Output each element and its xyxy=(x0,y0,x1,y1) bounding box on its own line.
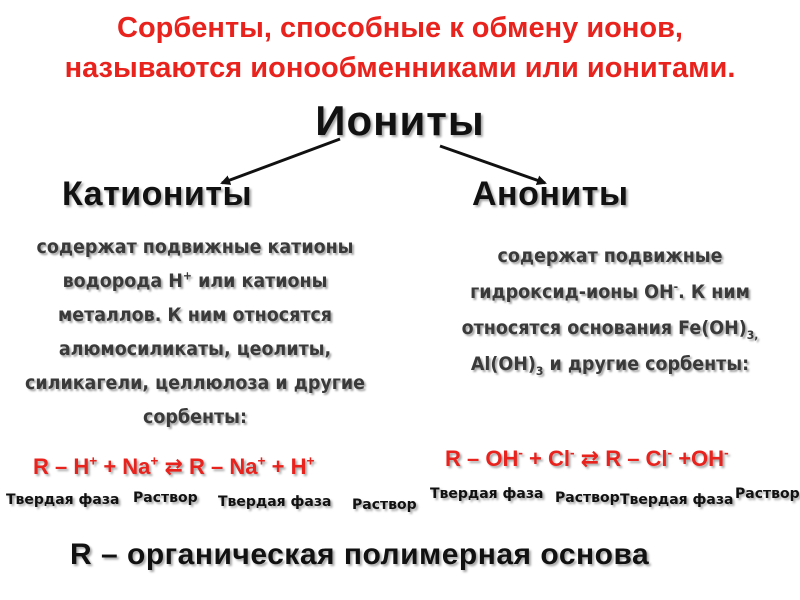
title-line-1: Сорбенты, способные к обмену ионов, xyxy=(117,12,683,44)
anionites-desc-line-1: содержат подвижные xyxy=(497,245,723,267)
cationites-desc-line-3: металлов. К ним относятся xyxy=(57,304,333,326)
cationites-description xyxy=(16,230,375,434)
anionites-desc-line-2: гидроксид-ионы OH-. К ним xyxy=(470,279,750,303)
anionites-heading: Анониты xyxy=(472,175,629,213)
cationites-desc-line-4: алюмосиликаты, цеолиты, xyxy=(58,338,332,360)
anionites-description xyxy=(444,238,775,382)
cationites-desc-line-6: сорбенты: xyxy=(143,406,247,428)
anionites-desc-line-3: относятся основания $Fe(OH)_{3,}$ xyxy=(461,317,759,342)
cationites-phase-solid-1: Твердая фаза xyxy=(6,492,120,508)
title-line-2: называются ионообменниками или ионитами. xyxy=(64,52,736,84)
anionites-phase-solution-1: Раствор xyxy=(555,490,620,506)
anionites-phase-solution-2: Раствор xyxy=(735,486,800,502)
anionites-phase-solid-2: Твердая фаза xyxy=(620,492,734,508)
cationites-desc-line-5: силикагели, целлюлоза и другие xyxy=(25,372,365,394)
anionites-desc-line-4: $Al(OH)_3$ и другие сорбенты: xyxy=(470,353,750,378)
main-term: Иониты xyxy=(315,97,485,144)
cationites-desc-line-2: водорода H+ или катионы xyxy=(62,268,328,292)
anionites-phase-solid-1: Твердая фаза xyxy=(430,486,544,502)
footer-note: R – органическая полимерная основа xyxy=(70,538,650,571)
cationites-phase-solution-2: Раствор xyxy=(352,497,417,513)
cationites-equation: R – H+ + Na+ ⇄ R – Na+ + H+ xyxy=(33,453,315,479)
cationites-phase-solution-1: Раствор xyxy=(133,490,198,506)
anionites-equation: R – OH- + Cl- ⇄ R – Cl- +OH- xyxy=(445,445,729,471)
cationites-phase-solid-2: Твердая фаза xyxy=(218,494,332,510)
cationites-desc-line-1: содержат подвижные катионы xyxy=(36,236,354,258)
cationites-heading: Катиониты xyxy=(62,175,253,213)
